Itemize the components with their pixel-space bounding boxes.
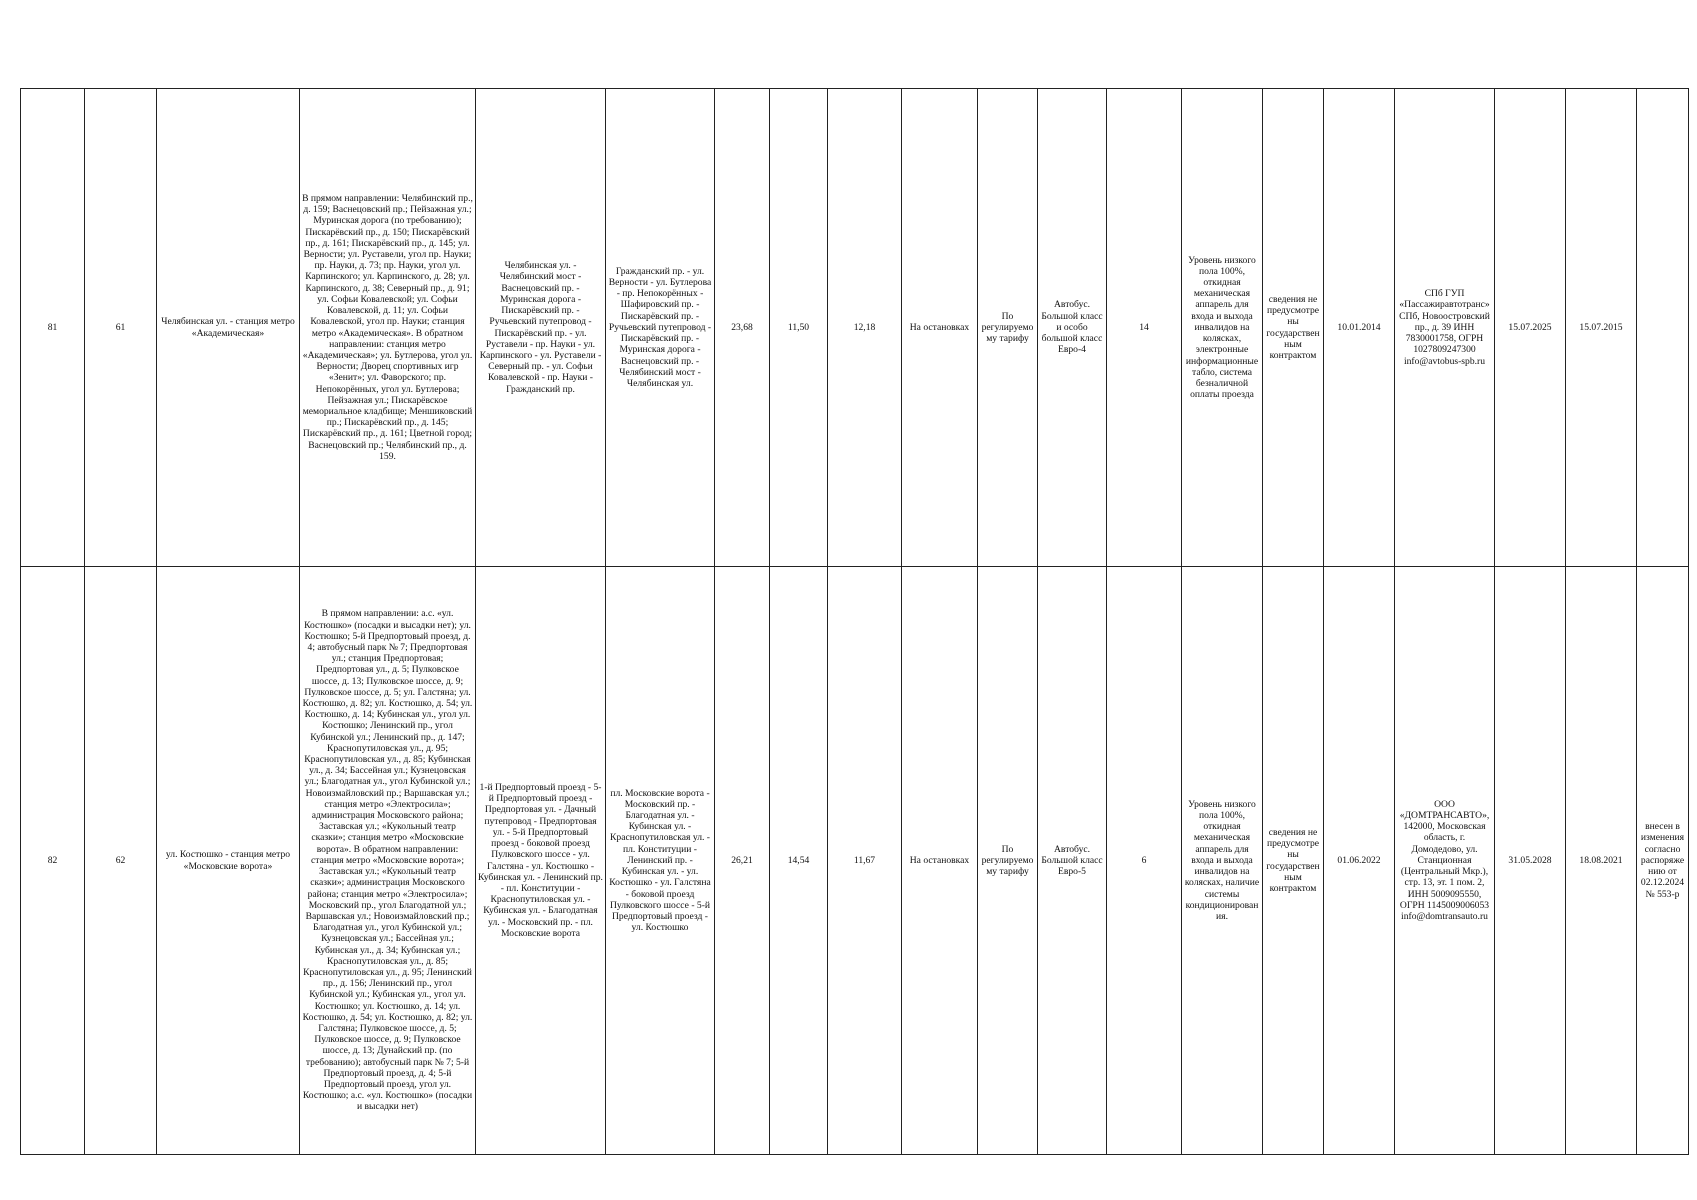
vehicle-features: Уровень низкого пола 100%, откидная механическая аппарель для входа и выхода инвалидов на колясках, электронные информационные табло, система безналичной оплаты проезда — [1182, 89, 1263, 567]
streets-back: Гражданский пр. - ул. Верности - ул. Бутлерова - пр. Непокорённых - Шафировский пр. - Пискарёвский пр. - Ручьевский путепровод - Пискарёвский пр. - Муринская дорога - Васнецовский пр. - Челябинский мост - Челябинская ул. — [606, 89, 715, 567]
start-date: 10.01.2014 — [1324, 89, 1395, 567]
tariff-type: По регулируемому тарифу — [978, 89, 1038, 567]
route-length: 23,68 — [715, 89, 770, 567]
note: внесен в изменения согласно распоряжению от 02.12.2024 № 553-р — [1637, 567, 1689, 1155]
vehicle-type: Автобус. Большой класс и особо большой класс Евро-4 — [1038, 89, 1107, 567]
registration-date: 18.08.2021 — [1566, 567, 1637, 1155]
forward-length: 11,50 — [770, 89, 828, 567]
vehicle-count: 14 — [1107, 89, 1182, 567]
row-number: 82 — [21, 567, 85, 1155]
row-number: 81 — [21, 89, 85, 567]
end-date: 15.07.2025 — [1495, 89, 1566, 567]
back-length: 12,18 — [828, 89, 902, 567]
vehicle-count: 6 — [1107, 567, 1182, 1155]
route-number: 62 — [85, 567, 157, 1155]
carrier-info: ООО «ДОМТРАНСАВТО», 142000, Московская область, г. Домодедово, ул. Станционная (Центральный Мкр.), стр. 13, эт. 1 пом. 2, ИНН 5009095550, ОГРН 1145009006053 info@domtransauto.ru — [1395, 567, 1495, 1155]
routes-register-table — [20, 88, 1689, 1155]
contract-info: сведения не предусмотрены государственным контрактом — [1263, 89, 1324, 567]
table-row — [21, 89, 1689, 567]
streets-back: пл. Московские ворота - Московский пр. - Благодатная ул. - Кубинская ул. - Краснопутиловская ул. - пл. Конституции - Ленинский пр. - Кубинская ул. - ул. Костюшко - ул. Галстяна - боковой проезд Пулковского шоссе - 5-й Предпортовый проезд - ул. Костюшко — [606, 567, 715, 1155]
vehicle-features: Уровень низкого пола 100%, откидная механическая аппарель для входа и выхода инвалидов на колясках, наличие системы кондиционирования. — [1182, 567, 1263, 1155]
route-length: 26,21 — [715, 567, 770, 1155]
end-date: 31.05.2028 — [1495, 567, 1566, 1155]
stop-order: На остановках — [902, 89, 978, 567]
route-number: 61 — [85, 89, 157, 567]
streets-forward: Челябинская ул. - Челябинский мост - Васнецовский пр. - Муринская дорога - Пискарёвский пр. - Ручьевский путепровод - Пискарёвский пр. - ул. Руставели - пр. Науки - ул. Карпинского - ул. Руставели - Северный пр. - ул. Софьи Ковалевской - пр. Науки - Гражданский пр. — [476, 89, 606, 567]
tariff-type: По регулируемому тарифу — [978, 567, 1038, 1155]
route-stops: В прямом направлении: Челябинский пр., д. 159; Васнецовский пр.; Пейзажная ул.; Муринская дорога (по требованию); Пискарёвский пр., д. 150; Пискарёвский пр., д. 161; Пискарёвский пр., д. 145; ул. Верности; ул. Руставели, угол пр. Науки; пр. Науки, д. 73; пр. Науки, угол ул. Карпинского; ул. Карпинского, д. 28; ул. Карпинского, д. 38; Северный пр., д. 91; ул. Софьи Ковалевской; ул. Софьи Ковалевской, д. 11; ул. Софьи Ковалевской, угол пр. Науки; станция метро «Академическая». В обратном направлении: станция метро «Академическая»; ул. Бутлерова, угол ул. Верности; Дворец спортивных игр «Зенит»; ул. Фаворского; пр. Непокорённых, угол ул. Бутлерова; Пейзажная ул.; Пискарёвское мемориальное кладбище; Меншиковский пр.; Пискарёвский пр., д. 145; Пискарёвский пр., д. 161; Цветной город; Васнецовский пр.; Челябинский пр., д. 159. — [300, 89, 476, 567]
route-name: ул. Костюшко - станция метро «Московские ворота» — [157, 567, 300, 1155]
back-length: 11,67 — [828, 567, 902, 1155]
forward-length: 14,54 — [770, 567, 828, 1155]
table-row — [21, 567, 1689, 1155]
vehicle-type: Автобус. Большой класс Евро-5 — [1038, 567, 1107, 1155]
route-name: Челябинская ул. - станция метро «Академическая» — [157, 89, 300, 567]
streets-forward: 1-й Предпортовый проезд - 5-й Предпортовый проезд - Предпортовая ул. - Дачный путепровод - Предпортовая ул. - 5-й Предпортовый проезд - боковой проезд Пулковского шоссе - ул. Галстяна - ул. Костюшко - Кубинская ул. - Ленинский пр. - пл. Конституции - Краснопутиловская ул. - Кубинская ул. - Благодатная ул. - Московский пр. - пл. Московские ворота — [476, 567, 606, 1155]
start-date: 01.06.2022 — [1324, 567, 1395, 1155]
carrier-info: СПб ГУП «Пассажиравтотранс» СПб, Новоостровский пр., д. 39 ИНН 7830001758, ОГРН 1027809247300 info@avtobus-spb.ru — [1395, 89, 1495, 567]
stop-order: На остановках — [902, 567, 978, 1155]
route-stops: В прямом направлении: а.с. «ул. Костюшко» (посадки и высадки нет); ул. Костюшко; 5-й Предпортовый проезд, д. 4; автобусный парк № 7; Предпортовая ул.; станция Предпортовая; Предпортовая ул., д. 5; Пулковское шоссе, д. 13; Пулковское шоссе, д. 9; Пулковское шоссе, д. 5; ул. Галстяна; ул. Костюшко, д. 82; ул. Костюшко, д. 54; ул. Костюшко, д. 14; Кубинская ул., угол ул. Костюшко; Ленинский пр., угол Кубинской ул.; Ленинский пр., д. 147; Краснопутиловская ул., д. 95; Краснопутиловская ул., д. 85; Кубинская ул., д. 34; Бассейная ул.; Кузнецовская ул.; Благодатная ул., угол Кубинской ул.; Новоизмайловский пр.; Варшавская ул.; станция метро «Электросила»; администрация Московского района; Заставская ул.; «Кукольный театр сказки»; станция метро «Московские ворота». В обратном направлении: станция метро «Московские ворота»; Заставская ул.; «Кукольный театр сказки»; администрация Московского района; станция метро «Электросила»; Московский пр., угол Благодатной ул.; Варшавская ул.; Новоизмайловский пр.; Благодатная ул., угол Кубинской ул.; Кузнецовская ул.; Бассейная ул.; Кубинская ул., д. 34; Кубинская ул.; Краснопутиловская ул., д. 85; Краснопутиловская ул., д. 95; Ленинский пр., д. 156; Ленинский пр., угол Кубинской ул.; Кубинская ул., угол ул. Костюшко; ул. Костюшко, д. 14; ул. Костюшко, д. 54; ул. Костюшко, д. 82; ул. Галстяна; Пулковское шоссе, д. 5; Пулковское шоссе, д. 9; Пулковское шоссе, д. 13; Дунайский пр. (по требованию); автобусный парк № 7; 5-й Предпортовый проезд, д. 4; 5-й Предпортовый проезд, угол ул. Костюшко; а.с. «ул. Костюшко» (посадки и высадки нет) — [300, 567, 476, 1155]
note — [1637, 89, 1689, 567]
contract-info: сведения не предусмотрены государственным контрактом — [1263, 567, 1324, 1155]
registration-date: 15.07.2015 — [1566, 89, 1637, 567]
